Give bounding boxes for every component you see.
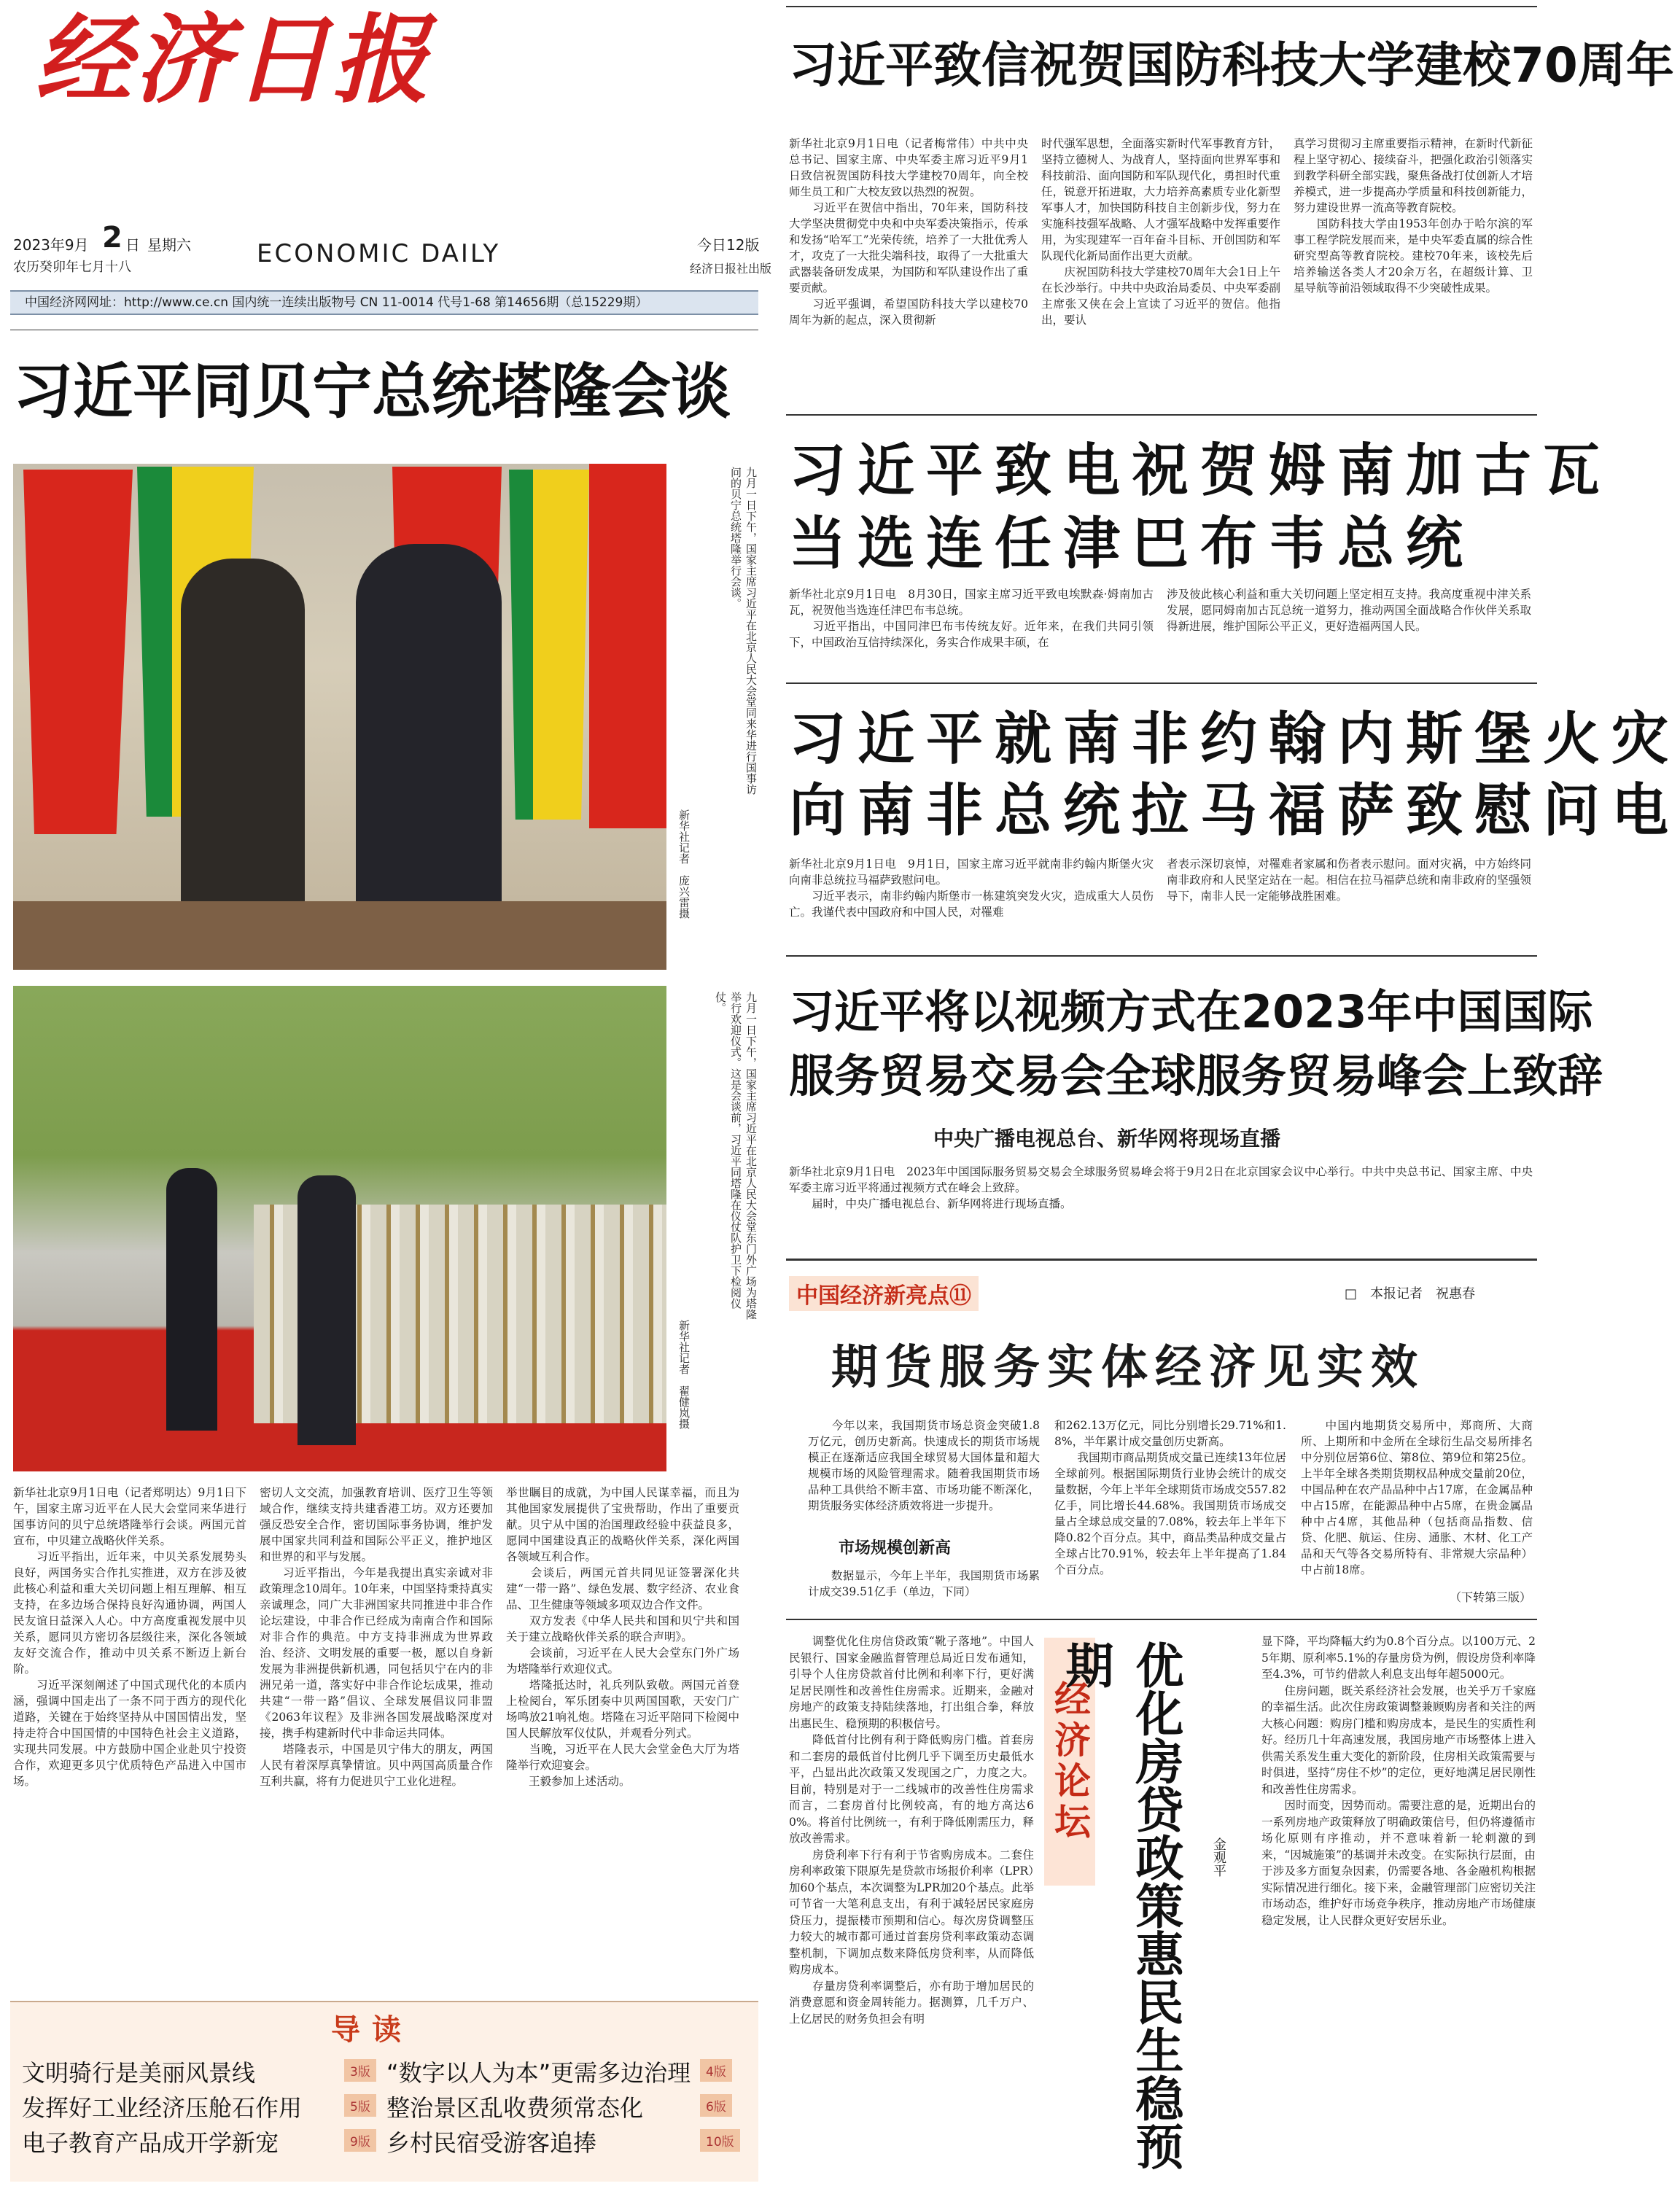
lunar-date: 农历癸卯年七月十八 bbox=[13, 260, 131, 275]
forum-col1: 调整优化住房信贷政策“靴子落地”。中国人民银行、国家金融监督管理总局近日发布通知，引导个人住房贷款首付比例和利率下行，更好满足居民刚性和改善性住房需求。近期来，金融对房地产的政策支持陆续落地，打出组合拳，释放出惠民生、稳预期的积极信号。 降低首付比例有利于降低购房门槛。首套房和二套房的最低首付比例几乎下调至历史最低水平，凸显出此次政策又发现国之广，力度之大。目前，特别是对于一二线城市的改善性住房需求而言，二套房首付比例较高，有的地方高达60%。将首付比例统一，有利于降低刚需压力，释放改善需求。 房贷利率下行有利于节省购房成本。二套住房利率政策下限原先是贷款市场报价利率（LPR）加60个基点，本次调整为LPR加20个基点。此举可节省一大笔利息支出，有利于减轻居民家庭房贷压力，提振楼市预期和信心。每次房贷调整压力较大的城市都可通过首套房贷利率政策动态调整机制，下调加点数来降低房贷利率，从而降低购房成本。 存量房贷利率调整后，亦有助于增加居民的消费意愿和资金周转能力。据测算，几千万户、上亿居民的财务负担会有明 bbox=[789, 1635, 1034, 2026]
story1-col1: 新华社北京9月1日电（记者梅常伟）中共中央总书记、国家主席、中央军委主席习近平9月1日致信祝贺国防科技大学建校70周年，向全校师生员工和广大校友致以热烈的祝贺。 习近平在贺信中指出，70年来，国防科技大学坚决贯彻党中央和中央军委决策指示，传承和发扬“哈军工”光荣传统，培养了一大批优秀人才，攻克了一大批尖端科技，取得了一大批重大武器装备研发成果，为国防和军队建设作出了重要贡献。 习近平强调，希望国防科技大学以建校70周年为新的起点，深入贯彻新 bbox=[789, 137, 1028, 327]
story2-col2: 涉及彼此核心利益和重大关切问题上坚定相互支持。我高度重视中津关系发展，愿同姆南加古瓦总统一道努力，推动两国全面战略合作伙伴关系取得新进展，维护国际公平正义，更好造福两国人民。 bbox=[1167, 588, 1531, 633]
walking-figure-2 bbox=[298, 1175, 356, 1445]
guide-title: 导读 bbox=[331, 2013, 413, 2047]
story3-rule bbox=[786, 682, 1537, 684]
feature-col3: 中国内地期货交易所中，郑商所、大商所、上期所和中金所在全球衍生品交易所排名中分别位居第6位、第8位、第9位和第25位。上半年全球各类期货期权品种成交量前20位，中国品种在农产品品种中占17席，在金属品种中占15席，在能源品种中占5席，在贵金属品种中占4席，其他品种（包括商品指数、信贷、化肥、航运、住房、通胀、木材、化工产品和天气等各交易所特有、非常规大宗品种）中占前18席。 bbox=[1301, 1419, 1533, 1576]
date-month: 2023年9月 bbox=[13, 236, 89, 254]
story2-col1: 新华社北京9月1日电 8月30日，国家主席习近平致电埃默森·姆南加古瓦，祝贺他当选连任津巴布韦总统。 习近平指出，中国同津巴布韦传统友好。近年来，在我们共同引领下，中国政治互信持续深化，务实合作成果丰硕，在 bbox=[789, 588, 1154, 649]
lead-col3: 举世瞩目的成就，为中国人民谋幸福，而且为其他国家发展提供了宝贵帮助，作出了重要贡献。贝宁从中国的治国理政经验中获益良多，愿同中国建设真正的战略伙伴关系，深化两国各领域互利合作。 会谈后，两国元首共同见证签署深化共建“一带一路”、绿色发展、数字经济、农业食品、卫生健康等领域多项双边合作文件。 双方发表《中华人民共和国和贝宁共和国关于建立战略伙伴关系的联合声明》。 会谈前，习近平在人民大会堂东门外广场为塔隆举行欢迎仪式。 塔隆抵达时，礼兵列队致敬。两国元首登上检阅台，军乐团奏中贝两国国歌，天安门广场鸣放21响礼炮。塔隆在习近平陪同下检阅中国人民解放军仪仗队，并观看分列式。 当晚，习近平在人民大会堂金色大厅为塔隆举行欢迎宴会。 王毅参加上述活动。 bbox=[506, 1486, 739, 1788]
feature-headline: 期货服务实体经济见实效 bbox=[831, 1340, 1425, 1395]
english-title: ECONOMIC DAILY bbox=[257, 239, 501, 268]
china-flag-icon bbox=[589, 464, 666, 828]
story1-col2: 时代强军思想，全面落实新时代军事教育方针，坚持立德树人、为战育人，坚持面向世界军事和科技前沿、面向国防和军队现代化，勇担时代重任，锐意开拓进取，大力培养高素质专业化新型军事人才，加快国防科技自主创新步伐，努力在实施科技强军战略、人才强军战略中发挥重要作用，为实现建军一百年奋斗目标、开创国防和军队现代化新局面作出更大贡献。 庆祝国防科技大学建校70周年大会1日上午在长沙举行。中共中央政治局委员、中央军委副主席张又侠在会上宣读了习近平的贺信。他指出，要认 bbox=[1041, 137, 1280, 327]
feature-col2: 和262.13万亿元，同比分别增长29.71%和1.8%，半年累计成交量创历史新高。 我国期市商品期货成交量已连续13年位居全球前列。根据国际期货行业协会统计的成交量数据，今年上半年全球期货市场成交557.82亿手，同比增长44.68%。我国期货市场成交量占全球总成交量的7.08%，较去年上半年下降0.82个百分点。其中，商品类品种成交量占全球占比70.91%，较去年上半年提高了1.84个百分点。 bbox=[1054, 1419, 1286, 1576]
story3-headline-line2: 向南非总统拉马福萨致慰问电 bbox=[789, 778, 1680, 844]
lead-photo-1-credit: 新华社记者 庞兴雷摄 bbox=[677, 809, 691, 919]
floor bbox=[13, 901, 666, 970]
feature-continued: （下转第三版） bbox=[1450, 1590, 1532, 1604]
lead-photo-1-caption: 九月一日下午，国家主席习近平在北京人民大会堂同来华进行国事访问的贝宁总统塔隆举行会谈。 bbox=[729, 467, 758, 795]
benin-flag-icon bbox=[509, 470, 589, 820]
issue-weekday: 星期六 bbox=[147, 236, 191, 254]
forum-col2: 显下降，平均降幅大约为0.8个百分点。以100万元、25年期、原利率5.1%的存量房贷为例，假设房贷利率降至4.3%，可节约借款人利息支出每年超5000元。 住房问题，既关系经济社会发展，也关乎万千家庭的幸福生活。此次住房政策调整兼顾购房者和关注的两大核心问题：购房门槛和购房成本，是民生的实质性利好。经历几十年高速发展，我国房地产市场整体上进入供需关系发生重大变化的新阶段，住房相关政策需要与时俱进，坚持“房住不炒”的定位，更好地满足居民刚性和改善性住房需求。 因时而变，因势而动。需要注意的是，近期出台的一系列房地产政策释放了明确政策信号，但仍将遵循市场化原则有序推动，并不意味着新一轮刺激的到来，“因城施策”的基调并未改变。在实际执行层面，由于涉及多方面复杂因素，仍需要各地、各金融机构根据实际情况进行细化。接下来，金融管理部门应密切关注市场动态，维护好市场竞争秩序，推动房地产市场健康稳定发展，让人民群众更好安居乐业。 bbox=[1261, 1635, 1536, 1927]
issue-day: 2 bbox=[102, 221, 122, 254]
story4-bottom-rule bbox=[786, 1259, 1537, 1261]
guide-item[interactable]: 乡村民宿受游客追捧 bbox=[386, 2129, 597, 2157]
info-bar: 中国经济网网址：http://www.ce.cn 国内统一连续出版物号 CN 11-0014 代号1-68 第14656期（总15229期） bbox=[10, 290, 758, 315]
top-rule bbox=[786, 6, 1537, 7]
guide-item-page: 6版 bbox=[700, 2094, 732, 2117]
lead-photo-2-caption: 九月一日下午，国家主席习近平在北京人民大会堂东门外广场为塔隆举行欢迎仪式。这是会谈前，习近平同塔隆在仪仗队护卫下检阅仪仗。 bbox=[714, 992, 758, 1320]
issue-day-unit: 日 bbox=[125, 236, 140, 254]
feature-col1: 今年以来，我国期货市场总资金突破1.8万亿元，创历史新高。快速成长的期货市场规模正在逐渐适应我国全球贸易大国体量和超大规模市场的风险管理需求。随着我国期货市场品种工具供给不断丰富、市场功能不断深化，期货服务实体经济质效将进一步提升。 bbox=[808, 1419, 1040, 1512]
story2-headline-line1: 习近平致电祝贺姆南加古瓦 bbox=[789, 438, 1612, 504]
lead-photo-2 bbox=[13, 986, 666, 1471]
china-flag-icon bbox=[23, 470, 133, 834]
guide-item[interactable]: 文明骑行是美丽风景线 bbox=[22, 2059, 256, 2087]
story4-body: 新华社北京9月1日电 2023年中国国际服务贸易交易会全球服务贸易峰会将于9月2日在北京国家会议中心举行。中共中央总书记、国家主席、中央军委主席习近平将通过视频方式在峰会上致辞。 届时，中央广播电视总台、新华网将进行现场直播。 bbox=[789, 1165, 1533, 1210]
feature-series-label: 中国经济新亮点⑪ bbox=[789, 1276, 979, 1311]
forum-headline: 优化房贷政策惠民生稳预期 bbox=[1057, 1641, 1183, 2170]
masthead-logo: 经济日报 bbox=[35, 4, 432, 117]
feature-byline: □ 本报记者 祝惠春 bbox=[1345, 1286, 1476, 1302]
guide-item[interactable]: 发挥好工业经济压舱石作用 bbox=[22, 2094, 303, 2122]
story3-col2: 者表示深切哀悼，对罹难者家属和伤者表示慰问。面对灾祸，中方始终同南非政府和人民坚定站在一起。相信在拉马福萨总统和南非政府的坚强领导下，南非人民一定能够战胜困难。 bbox=[1167, 857, 1531, 903]
guide-item[interactable]: 整治景区乱收费须常态化 bbox=[386, 2094, 644, 2122]
feature-bottom-rule bbox=[786, 1619, 1537, 1620]
guide-item-page: 9版 bbox=[344, 2129, 376, 2152]
story4-subhead: 中央广播电视总台、新华网将现场直播 bbox=[933, 1127, 1281, 1151]
story2-rule bbox=[786, 414, 1537, 416]
guide-item[interactable]: “数字以人为本”更需多边治理 bbox=[386, 2059, 691, 2087]
lead-col1: 新华社北京9月1日电（记者郑明达）9月1日下午，国家主席习近平在人民大会堂同来华进行国事访问的贝宁总统塔隆举行会谈。两国元首宣布，中贝建立战略伙伴关系。 习近平指出，近年来，中贝关系发展势头良好，两国务实合作扎实推进，双方在涉及彼此核心利益和重大关切问题上相互理解、相互支持，在多边场合保持良好沟通协调，两国人民友谊日益深入人心。中方高度重视发展中贝关系，愿同贝方密切各层级往来，深化各领域友好交流合作，推动中贝关系不断迈上新台阶。 习近平深刻阐述了中国式现代化的本质内涵，强调中国走出了一条不同于西方的现代化道路，关键在于始终坚持从中国国情出发，坚持走符合中国国情的中国特色社会主义道路，实现共同发展。中方鼓励中国企业赴贝宁投资合作，欢迎更多贝宁优质特色产品进入中国市场。 bbox=[13, 1486, 246, 1788]
feature-subhead: 市场规模创新高 bbox=[839, 1539, 952, 1557]
guide-item-page: 3版 bbox=[344, 2059, 376, 2082]
story3-headline-line1: 习近平就南非约翰内斯堡火灾 bbox=[789, 707, 1680, 772]
forum-label: 经济论坛 bbox=[1044, 1638, 1095, 1886]
feature-col1b: 数据显示，今年上半年，我国期货市场累计成交39.51亿手（单边，下同） bbox=[808, 1569, 1040, 1598]
story2-headline-line2: 当选连任津巴布韦总统 bbox=[789, 511, 1475, 577]
lead-headline: 习近平同贝宁总统塔隆会谈 bbox=[13, 357, 731, 427]
publisher: 经济日报社出版 bbox=[690, 262, 772, 276]
story4-headline-line1: 习近平将以视频方式在2023年中国国际 bbox=[789, 985, 1593, 1038]
story3-col1: 新华社北京9月1日电 9月1日，国家主席习近平就南非约翰内斯堡火灾向南非总统拉马福萨致慰问电。 习近平表示，南非约翰内斯堡市一栋建筑突发火灾，造成重大人员伤亡。我谨代表中国政府和中国人民，对罹难 bbox=[789, 857, 1154, 919]
guide-item-page: 5版 bbox=[344, 2094, 376, 2117]
story4-rule bbox=[786, 955, 1537, 957]
story1-col3: 真学习贯彻习主席重要指示精神，在新时代新征程上坚守初心、接续奋斗，把强化政治引领落实到教学科研全部实践，聚焦备战打仗创新人才培养模式，进一步提高办学质量和科技创新能力，努力建设世界一流高等教育院校。 国防科技大学由1953年创办于哈尔滨的军事工程学院发展而来，是中央军委直属的综合性研究型高等教育院校。建校70年来，该校先后培养输送各类人才20余万名，在超级计算、卫星导航等前沿领域取得不少突破性成果。 bbox=[1294, 137, 1533, 295]
lead-photo-1 bbox=[13, 464, 666, 970]
walking-figure-1 bbox=[166, 1168, 217, 1431]
page-count: 今日12版 bbox=[697, 236, 760, 254]
forum-author: 金观平 bbox=[1211, 1837, 1226, 1877]
story4-headline-line2: 服务贸易交易会全球服务贸易峰会上致辞 bbox=[789, 1049, 1603, 1102]
lead-photo-2-credit: 新华社记者 翟健岚摄 bbox=[677, 1320, 691, 1429]
guide-item-page: 10版 bbox=[700, 2129, 740, 2152]
story1-headline: 习近平致信祝贺国防科技大学建校70周年 bbox=[789, 37, 1674, 93]
lead-col2: 密切人文交流，加强教育培训、医疗卫生等领域合作，继续支持共建香港工坊。双方还要加强反恐安全合作，密切国际事务协调，维护发展中国家共同利益和国际公平正义，推护地区和世界的和平与发展。 习近平指出，今年是我提出真实亲诚对非政策理念10周年。10年来，中国坚持秉持真实亲诚理念，同广大非洲国家共同推进中非合作论坛建设，中非合作已经成为南南合作和国际对非合作的典范。中方支持非洲成为世界政治、经济、文明发展的重要一极，愿以自身新发展为非洲提供新机遇，同包括贝宁在内的非洲兄弟一道，落实好中非合作论坛成果，推动共建“一带一路”倡议、全球发展倡议同非盟《2063年议程》及非洲各国发展战略深度对接，携手构建新时代中非命运共同体。 塔隆表示，中国是贝宁伟大的朋友，两国人民有着深厚真挚情谊。贝中两国高质量合作互利共赢，将有力促进贝宁工业化进程。 bbox=[260, 1486, 493, 1788]
guide-item-page: 4版 bbox=[700, 2059, 732, 2082]
guide-item[interactable]: 电子教育产品成开学新宠 bbox=[22, 2129, 279, 2157]
